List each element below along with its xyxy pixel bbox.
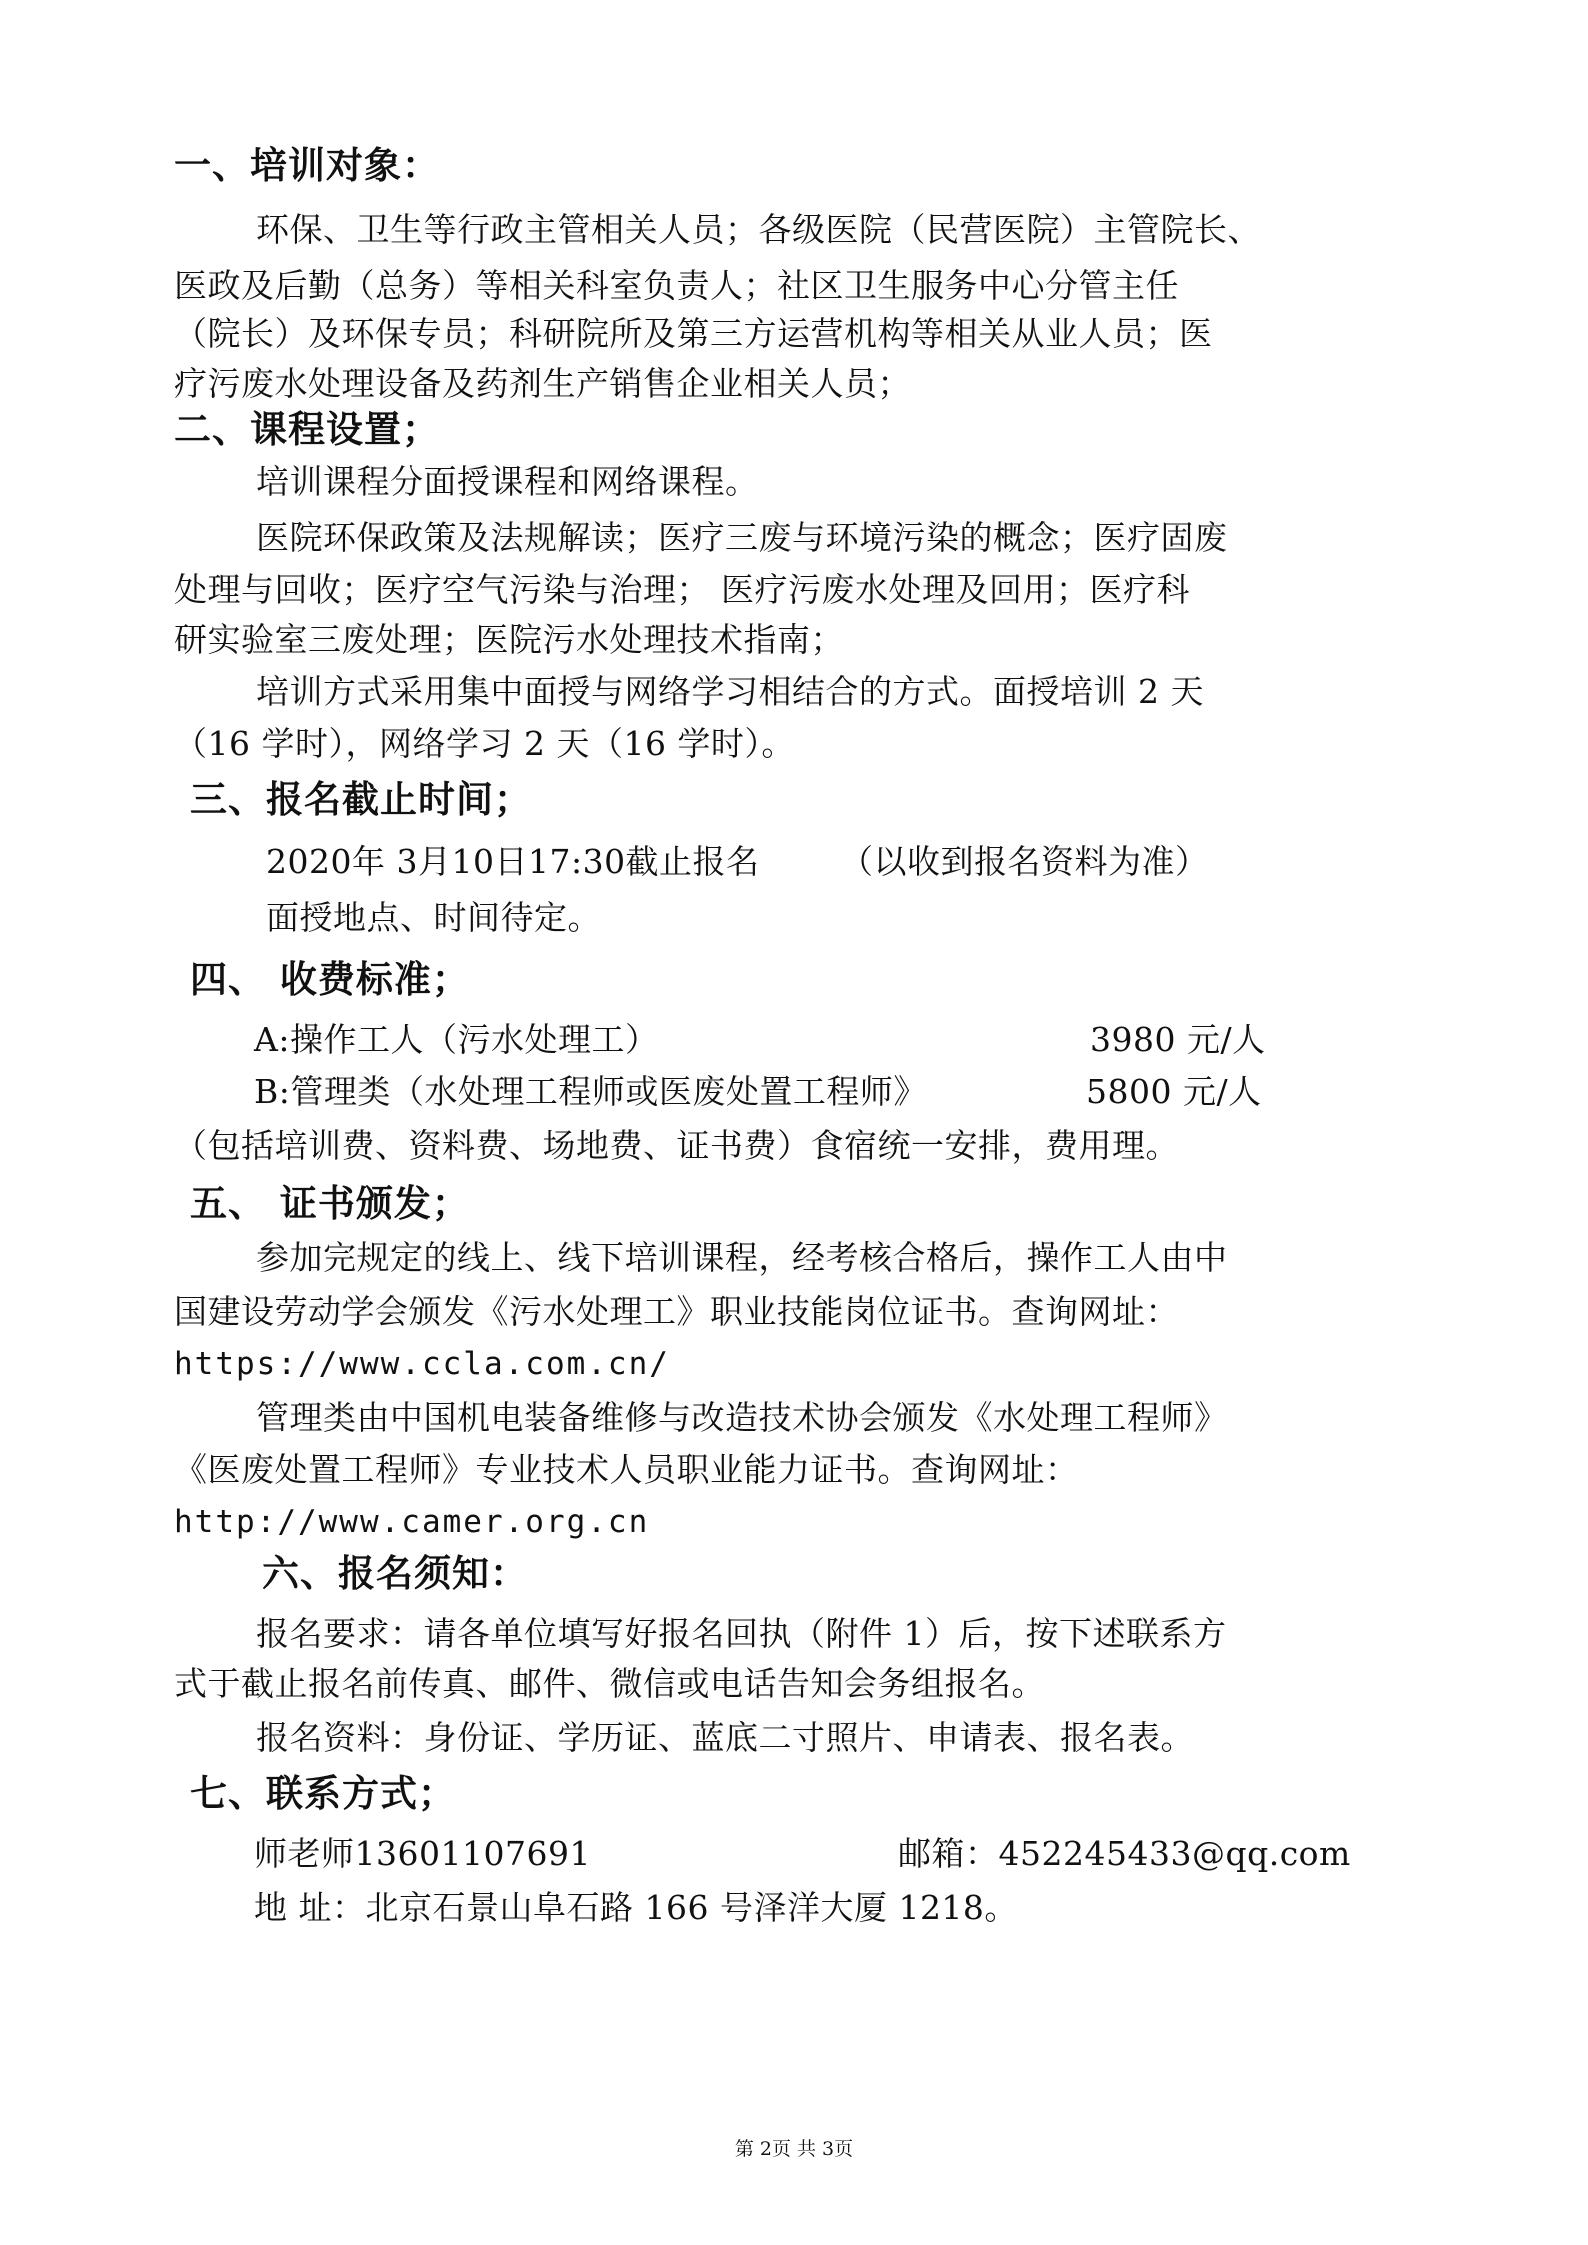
deadline-note: （以收到报名资料为准）: [840, 842, 1209, 881]
section-heading-training-target: 一、培训对象：: [174, 144, 440, 187]
ccla-url: https://www.ccla.com.cn/: [174, 1346, 670, 1382]
section-heading-registration: 六、报名须知：: [262, 1552, 528, 1595]
paragraph-line: 培训方式采用集中面授与网络学习相结合的方式。面授培训 2 天: [256, 672, 1204, 711]
contact-email: 邮箱：452245433@qq.com: [898, 1834, 1351, 1873]
venue-text: 面授地点、时间待定。: [266, 898, 601, 937]
paragraph-line: 疗污废水处理设备及药剂生产销售企业相关人员；: [174, 364, 911, 403]
paragraph-line: （院长）及环保专员；科研院所及第三方运营机构等相关从业人员；医: [174, 314, 1213, 353]
paragraph-line: 处理与回收；医疗空气污染与治理； 医疗污废水处理及回用；医疗科: [174, 570, 1190, 609]
paragraph-line: 培训课程分面授课程和网络课程。: [256, 462, 759, 501]
paragraph-line: 管理类由中国机电装备维修与改造技术协会颁发《水处理工程师》: [256, 1398, 1228, 1437]
paragraph-line: 《医废处置工程师》专业技术人员职业能力证书。查询网址：: [174, 1450, 1079, 1489]
paragraph-line: 医院环保政策及法规解读；医疗三废与环境污染的概念；医疗固废: [256, 518, 1228, 557]
contact-person: 师老师13601107691: [254, 1834, 591, 1873]
contact-address: 地 址：北京石景山阜石路 166 号泽洋大厦 1218。: [254, 1888, 1018, 1927]
paragraph-line: 医政及后勤（总务）等相关科室负责人；社区卫生服务中心分管主任: [174, 266, 1179, 305]
paragraph-line: 参加完规定的线上、线下培训课程，经考核合格后，操作工人由中: [256, 1238, 1228, 1277]
fee-note: （包括培训费、资料费、场地费、证书费）食宿统一安排，费用理。: [174, 1126, 1179, 1165]
paragraph-line: （16 学时），网络学习 2 天（16 学时）。: [174, 724, 795, 763]
section-heading-courses: 二、课程设置；: [174, 408, 440, 451]
fee-a-price: 3980 元/人: [1090, 1020, 1266, 1059]
fee-a-label: A:操作工人（污水处理工）: [254, 1020, 659, 1059]
deadline-text: 2020年 3月10日17:30截止报名: [266, 842, 760, 881]
fee-b-label: B:管理类（水处理工程师或医废处置工程师》: [254, 1072, 927, 1111]
paragraph-line: 国建设劳动学会颁发《污水处理工》职业技能岗位证书。查询网址：: [174, 1292, 1179, 1331]
fee-b-price: 5800 元/人: [1086, 1072, 1262, 1111]
section-heading-deadline: 三、报名截止时间；: [190, 778, 532, 821]
section-heading-fees: 四、 收费标准；: [190, 958, 470, 1001]
section-heading-contact: 七、联系方式；: [190, 1772, 456, 1815]
paragraph-line: 报名要求：请各单位填写好报名回执（附件 1）后，按下述联系方: [256, 1614, 1227, 1653]
page-number: 第 2页 共 3页: [734, 2138, 854, 2160]
paragraph-line: 研实验室三废处理；医院污水处理技术指南；: [174, 620, 844, 659]
paragraph-line: 报名资料：身份证、学历证、蓝底二寸照片、申请表、报名表。: [256, 1718, 1194, 1757]
paragraph-line: 式于截止报名前传真、邮件、微信或电话告知会务组报名。: [174, 1664, 1045, 1703]
camer-url: http://www.camer.org.cn: [174, 1504, 650, 1540]
section-heading-certificates: 五、 证书颁发；: [190, 1182, 470, 1225]
paragraph-line: 环保、卫生等行政主管相关人员；各级医院（民营医院）主管院长、: [256, 210, 1261, 249]
